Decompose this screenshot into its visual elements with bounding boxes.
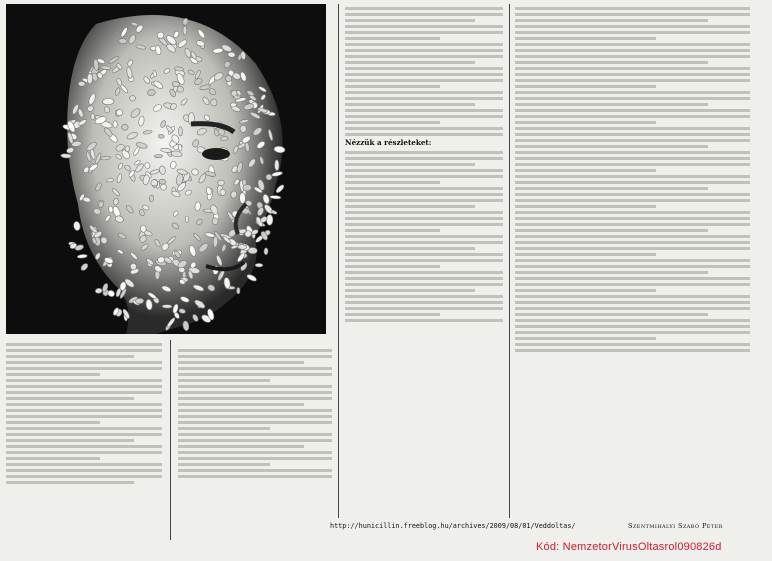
illegible-text-line [515,103,708,106]
illegible-text-line [6,343,162,346]
illegible-text-line [345,253,503,256]
pill-shape [237,287,240,294]
illegible-text-line [515,301,750,304]
illegible-text-line [345,175,503,178]
illegible-text-line [515,283,750,286]
pill-shape [264,248,268,255]
illegible-text-line [178,451,332,454]
author-signature: Szentmihályi Szabó Péter [628,522,723,530]
illegible-text-line [345,49,503,52]
illegible-text-line [178,445,304,448]
illegible-text-line [345,259,503,262]
illegible-text-line [515,127,750,130]
source-url: http://hunicillin.freeblog.hu/archives/2009/08/01/Veddoltas/ [330,522,576,530]
illegible-text-line [515,349,750,352]
illegible-text-line [345,19,475,22]
illegible-text-line [515,169,656,172]
illegible-text-line [345,247,475,250]
illegible-text-line [6,481,134,484]
illegible-text-line [345,187,503,190]
illegible-text-line [178,421,332,424]
illegible-text-line [178,373,332,376]
illegible-text-line [515,133,750,136]
illegible-text-line [345,79,503,82]
illegible-text-line [515,97,750,100]
column-3-bottom-text [345,151,503,322]
illegible-text-line [345,169,503,172]
illegible-text-line [515,115,750,118]
illegible-text-line [6,445,162,448]
illegible-text-line [178,403,304,406]
illegible-text-line [515,91,750,94]
pill-shape [119,38,127,43]
illegible-text-line [178,463,270,466]
pill-shape [162,305,172,309]
illegible-text-line [178,439,332,442]
illegible-text-line [345,277,503,280]
illegible-text-line [515,325,750,328]
illegible-text-line [178,391,332,394]
pill-shape [240,125,247,132]
illegible-text-line [6,373,100,376]
illegible-text-line [178,397,332,400]
illegible-text-line [345,121,440,124]
pill-shape [95,288,102,294]
document-code: Kód: NemzetorVirusOltasrol090826d [536,541,722,553]
illegible-text-line [515,247,750,250]
illegible-text-line [6,391,162,394]
column-rule [338,4,339,518]
illegible-text-line [345,67,503,70]
article-column-4 [515,4,750,522]
illegible-text-line [345,25,503,28]
illegible-text-line [515,289,656,292]
illegible-text-line [178,427,270,430]
pill-shape [154,154,162,157]
illegible-text-line [345,289,475,292]
illegible-text-line [515,109,750,112]
illegible-text-line [6,439,134,442]
illegible-text-line [6,397,134,400]
illegible-text-line [515,319,750,322]
illegible-text-line [6,385,162,388]
illegible-text-line [345,283,503,286]
illegible-text-line [345,199,503,202]
illegible-text-line [178,361,304,364]
illegible-text-line [345,163,475,166]
illegible-text-line [515,19,708,22]
illegible-text-line [345,271,503,274]
pill-shape [266,215,273,226]
illegible-text-line [6,349,162,352]
pill-shape [178,144,182,151]
illegible-text-line [6,415,162,418]
illegible-text-line [345,241,503,244]
illegible-text-line [6,451,162,454]
list-heading: Nézzük a részleteket: [345,138,432,147]
illegible-text-line [6,379,162,382]
illegible-text-line [178,367,332,370]
illegible-text-line [345,205,475,208]
illegible-text-line [345,301,503,304]
article-column-3 [345,4,503,474]
illegible-text-line [345,181,440,184]
illegible-text-line [178,433,332,436]
column-rule [509,4,510,518]
illegible-text-line [345,307,503,310]
illegible-text-line [515,145,708,148]
illegible-text-line [178,349,332,352]
article-column-2 [178,346,332,542]
illegible-text-line [345,151,503,154]
illegible-text-line [345,157,503,160]
pill-shape [135,298,144,304]
illegible-text-line [515,229,708,232]
illegible-text-line [515,271,708,274]
illegible-text-line [515,331,750,334]
illegible-text-line [6,463,162,466]
illegible-text-line [515,343,750,346]
illegible-text-line [345,193,503,196]
illegible-text-line [345,265,440,268]
illegible-text-line [515,241,750,244]
column-3-top-text [345,7,503,136]
illegible-text-line [345,37,440,40]
pill-shape [226,76,232,82]
illegible-text-line [515,157,750,160]
illegible-text-line [515,79,750,82]
illegible-text-line [345,55,503,58]
illegible-text-line [515,211,750,214]
illegible-text-line [515,13,750,16]
illegible-text-line [178,475,332,478]
pill-face-image [6,4,326,334]
illegible-text-line [6,361,162,364]
illegible-text-line [345,13,503,16]
illegible-text-line [515,7,750,10]
illegible-text-line [6,409,162,412]
illegible-text-line [345,43,503,46]
illegible-text-line [515,307,750,310]
pill-face-icon [6,4,326,334]
illegible-text-line [515,175,750,178]
illegible-text-line [515,73,750,76]
pill-shape [159,179,167,185]
illegible-text-line [6,433,162,436]
illegible-text-line [515,37,656,40]
illegible-text-line [345,109,503,112]
illegible-text-line [515,217,750,220]
pill-shape [158,134,164,139]
illegible-text-line [345,31,503,34]
illegible-text-line [515,85,656,88]
pill-shape [102,98,114,105]
illegible-text-line [345,217,503,220]
article-column-1 [6,340,162,554]
illegible-text-line [345,223,503,226]
illegible-text-line [515,199,750,202]
illegible-text-line [515,121,656,124]
illegible-text-line [515,61,708,64]
illegible-text-line [345,229,440,232]
pill-shape [183,26,187,35]
pill-shape [185,216,189,223]
pill-shape [212,218,218,225]
illegible-text-line [515,187,708,190]
illegible-text-line [515,25,750,28]
pill-shape [178,127,182,136]
illegible-text-line [345,91,503,94]
illegible-text-line [6,403,162,406]
illegible-text-line [515,277,750,280]
illegible-text-line [6,427,162,430]
column-rule [170,340,171,540]
illegible-text-line [178,409,332,412]
illegible-text-line [178,469,332,472]
illegible-text-line [345,313,440,316]
illegible-text-line [515,313,708,316]
illegible-text-line [178,355,332,358]
illegible-text-line [345,85,440,88]
illegible-text-line [345,7,503,10]
illegible-text-line [515,55,750,58]
pill-shape [91,113,95,119]
illegible-text-line [515,31,750,34]
illegible-text-line [178,457,332,460]
illegible-text-line [345,211,503,214]
pill-shape [220,136,228,140]
illegible-text-line [345,97,503,100]
illegible-text-line [515,295,750,298]
illegible-text-line [515,337,656,340]
illegible-text-line [515,259,750,262]
pill-shape [275,160,280,171]
illegible-text-line [515,205,656,208]
pill-shape [230,103,236,107]
illegible-text-line [345,127,503,130]
illegible-text-line [345,235,503,238]
illegible-text-line [345,295,503,298]
illegible-text-line [6,469,162,472]
illegible-text-line [178,385,332,388]
illegible-text-line [515,181,750,184]
pill-shape [238,245,247,250]
illegible-text-line [515,67,750,70]
illegible-text-line [515,265,750,268]
illegible-text-line [345,103,475,106]
illegible-text-line [345,73,503,76]
illegible-text-line [515,49,750,52]
illegible-text-line [6,355,134,358]
pill-shape [140,225,147,233]
illegible-text-line [345,61,475,64]
illegible-text-line [515,43,750,46]
pill-shape [78,81,85,86]
pill-shape [113,121,117,128]
pill-shape [239,193,245,204]
illegible-text-line [6,421,100,424]
pill-shape [129,95,136,102]
illegible-text-line [515,253,656,256]
illegible-text-line [6,367,162,370]
illegible-text-line [515,163,750,166]
illegible-text-line [345,319,503,322]
illegible-text-line [178,379,270,382]
illegible-text-line [345,115,503,118]
pill-shape [255,263,263,267]
illegible-text-line [6,457,100,460]
illegible-text-line [178,415,332,418]
illegible-text-line [515,193,750,196]
illegible-text-line [515,139,750,142]
illegible-text-line [345,133,503,136]
illegible-text-line [515,151,750,154]
illegible-text-line [515,223,750,226]
illegible-text-line [6,475,162,478]
pill-shape [125,146,130,153]
illegible-text-line [515,235,750,238]
pill-shape [149,195,154,202]
